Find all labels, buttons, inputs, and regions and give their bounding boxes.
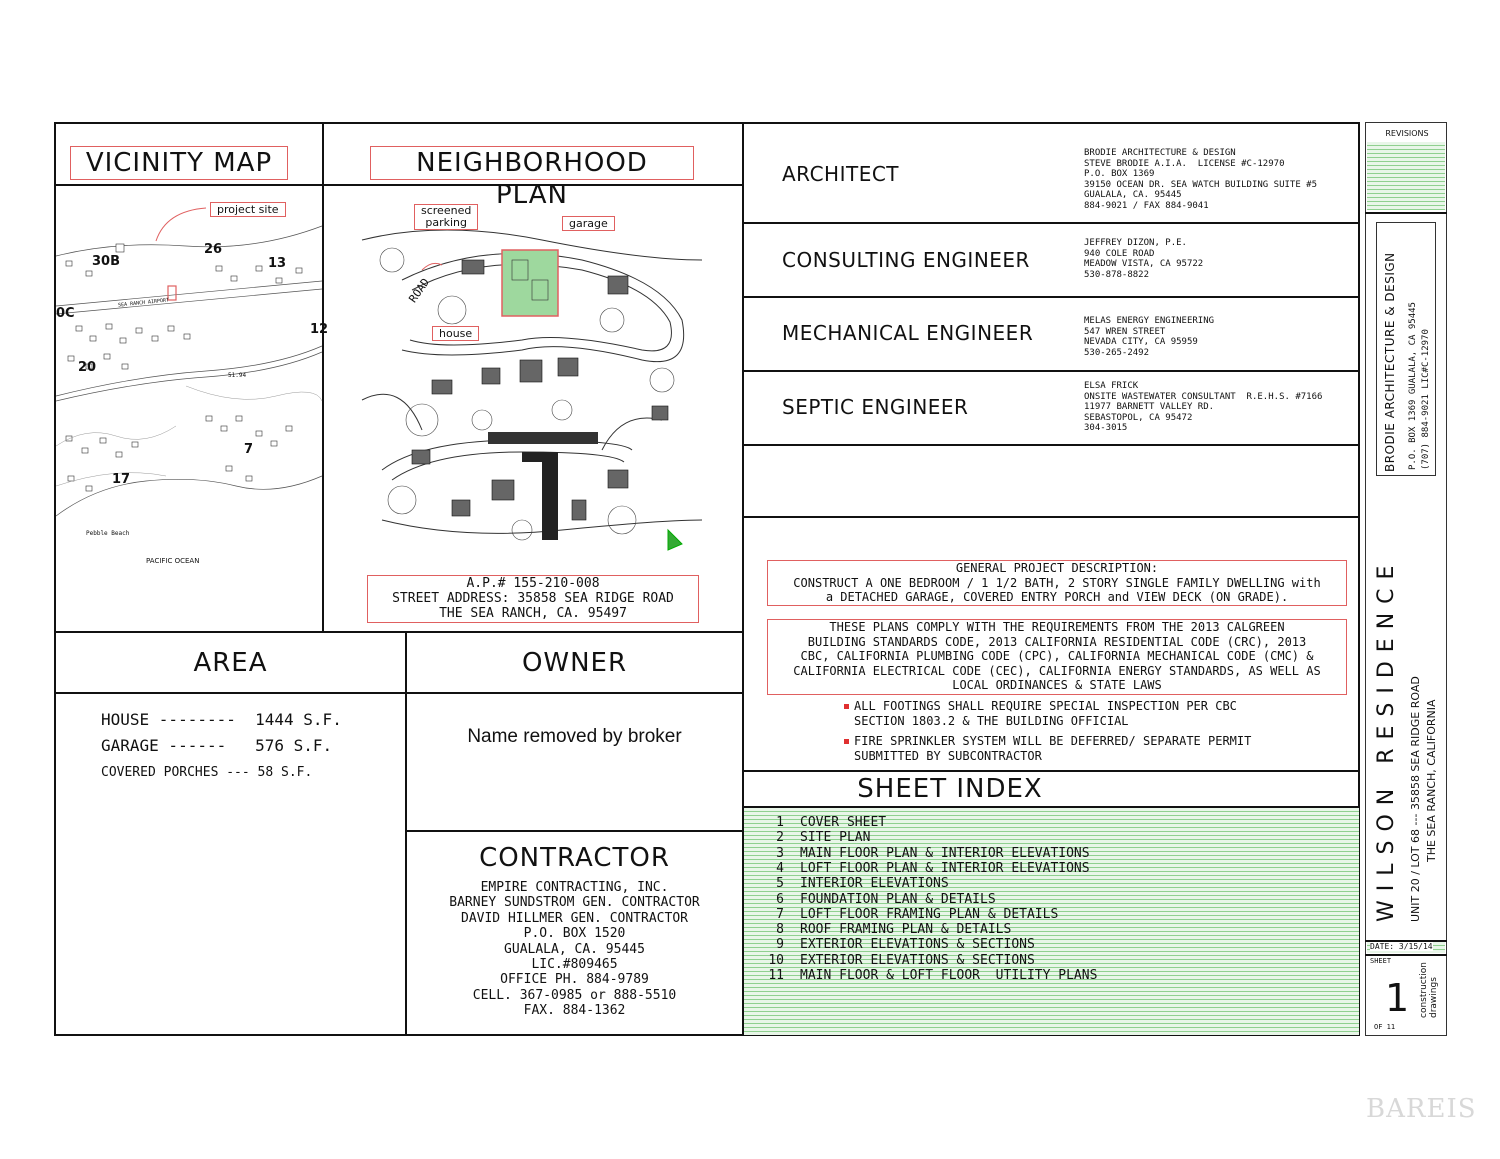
architect-info: BRODIE ARCHITECTURE & DESIGN STEVE BRODIE A.I.A. LICENSE #C-12970 P.O. BOX 1369 39150 OCEAN DR. SEA WATCH BUILDING SUITE #5 GUALALA, CA. 95445 884-9021 / FAX 884-9041 bbox=[1084, 148, 1317, 211]
area-label-12: 12 bbox=[310, 322, 329, 337]
divider bbox=[1365, 954, 1447, 956]
note-footings bbox=[844, 699, 1237, 728]
revisions-table bbox=[1367, 142, 1445, 210]
sheet-index-item: 2 SITE PLAN bbox=[776, 830, 871, 846]
project-address: UNIT 20 / LOT 68 --- 35858 SEA RIDGE ROAD bbox=[1409, 676, 1422, 922]
septic-engineer-info: ELSA FRICK ONSITE WASTEWATER CONSULTANT R.E.H.S. #7166 11977 BARNETT VALLEY RD. SEBASTOPOL, CA 95472 304-3015 bbox=[1084, 381, 1323, 433]
contractor-line: FAX. 884-1362 bbox=[523, 1003, 626, 1019]
contractor-line: BARNEY SUNDSTROM GEN. CONTRACTOR bbox=[449, 895, 700, 911]
septic-engineer-role: SEPTIC ENGINEER bbox=[782, 395, 969, 419]
sheet-label: SHEET bbox=[1370, 957, 1392, 965]
firm-contact: P.O. BOX 1369 GUALALA, CA 95445 bbox=[1408, 302, 1418, 470]
divider bbox=[742, 516, 1360, 518]
sheet-index-item: 4 LOFT FLOOR PLAN & INTERIOR ELEVATIONS bbox=[776, 860, 1090, 876]
city-line: THE SEA RANCH, CA. 95497 bbox=[439, 606, 627, 621]
sheet-index-item: 10 EXTERIOR ELEVATIONS & SECTIONS bbox=[768, 952, 1035, 968]
parcel-number: A.P.# 155-210-008 bbox=[466, 576, 600, 591]
mechanical-engineer-info: MELAS ENERGY ENGINEERING 547 WREN STREET NEVADA CITY, CA 95959 530-265-2492 bbox=[1084, 316, 1215, 358]
sheet-index-item: 1 COVER SHEET bbox=[776, 815, 887, 830]
code-compliance bbox=[767, 619, 1347, 695]
project-site-label: project site bbox=[210, 202, 286, 217]
bullet-icon bbox=[844, 739, 849, 744]
sheet-index-item: 3 MAIN FLOOR PLAN & INTERIOR ELEVATIONS bbox=[776, 845, 1090, 861]
area-label-26: 26 bbox=[204, 242, 223, 257]
consulting-engineer-info: JEFFREY DIZON, P.E. 940 COLE ROAD MEADOW VISTA, CA 95722 530-878-8822 bbox=[1084, 238, 1204, 280]
sheet-index-item: 7 LOFT FLOOR FRAMING PLAN & DETAILS bbox=[776, 906, 1059, 922]
neighborhood-plan-title: NEIGHBORHOOD PLAN bbox=[370, 146, 694, 180]
revisions-label: REVISIONS bbox=[1385, 129, 1429, 138]
divider bbox=[742, 770, 1360, 772]
sheet-index-item: 11 MAIN FLOOR & LOFT FLOOR UTILITY PLANS bbox=[768, 968, 1098, 983]
contractor-line: OFFICE PH. 884-9789 bbox=[500, 972, 649, 988]
note-line: SUBMITTED BY SUBCONTRACTOR bbox=[854, 748, 1042, 763]
contractor-line: EMPIRE CONTRACTING, INC. bbox=[480, 880, 669, 895]
area-porches: COVERED PORCHES --- 58 S.F. bbox=[101, 765, 313, 780]
garage-label: garage bbox=[562, 216, 615, 231]
screened-parking-label: screened parking bbox=[414, 204, 478, 230]
description-heading: GENERAL PROJECT DESCRIPTION: bbox=[955, 561, 1159, 575]
contractor-info bbox=[407, 880, 742, 1019]
sheet-number: 1 bbox=[1385, 976, 1410, 1020]
vicinity-map-title: VICINITY MAP bbox=[70, 146, 288, 180]
divider bbox=[322, 122, 324, 632]
compliance-line: CBC, CALIFORNIA PLUMBING CODE (CPC), CALIFORNIA MECHANICAL CODE (CMC) & bbox=[800, 649, 1314, 664]
road-label: ROAD bbox=[406, 275, 433, 306]
bullet-icon bbox=[844, 704, 849, 709]
vicinity-map bbox=[56, 186, 329, 631]
architect-role: ARCHITECT bbox=[782, 162, 900, 186]
neighborhood-plan-map bbox=[362, 200, 702, 572]
area-label-20: 20 bbox=[78, 360, 97, 375]
project-description bbox=[767, 560, 1347, 606]
area-label-30b: 30B bbox=[92, 254, 120, 269]
sheet-of: OF 11 bbox=[1374, 1023, 1396, 1031]
drawing-date: DATE: 3/15/14 bbox=[1370, 942, 1433, 951]
area-label-0c: 0C bbox=[56, 306, 75, 321]
neighborhood-plan-drawing bbox=[362, 200, 702, 572]
description-line: CONSTRUCT A ONE BEDROOM / 1 1/2 BATH, 2 STORY SINGLE FAMILY DWELLING with bbox=[793, 575, 1321, 590]
sheet-type: construction drawings bbox=[1419, 962, 1439, 1018]
sheet-index-item: 8 ROOF FRAMING PLAN & DETAILS bbox=[776, 922, 1012, 938]
note-line: ALL FOOTINGS SHALL REQUIRE SPECIAL INSPECTION PER CBC bbox=[854, 699, 1237, 713]
compliance-line: THESE PLANS COMPLY WITH THE REQUIREMENTS FROM THE 2013 CALGREEN bbox=[829, 620, 1285, 634]
sheet-index-item: 9 EXTERIOR ELEVATIONS & SECTIONS bbox=[776, 937, 1035, 953]
ocean-label: PACIFIC OCEAN bbox=[146, 557, 200, 565]
area-label-17: 17 bbox=[112, 472, 131, 487]
house-label: house bbox=[432, 326, 479, 341]
divider bbox=[405, 830, 744, 832]
beach-label: Pebble Beach bbox=[86, 530, 130, 537]
divider bbox=[742, 370, 1360, 372]
area-title: AREA bbox=[193, 648, 268, 678]
sheet-index-item: 5 INTERIOR ELEVATIONS bbox=[776, 876, 949, 892]
area-label-13: 13 bbox=[268, 256, 287, 271]
contractor-line: LIC.#809465 bbox=[531, 957, 618, 973]
divider bbox=[742, 296, 1360, 298]
area-house: HOUSE -------- 1444 S.F. bbox=[101, 710, 342, 729]
compliance-line: CALIFORNIA ELECTRICAL CODE (CEC), CALIFORNIA ENERGY STANDARDS, AS WELL AS bbox=[793, 663, 1321, 678]
parcel-address-box bbox=[367, 575, 699, 623]
note-sprinkler bbox=[844, 734, 1251, 763]
airport-label: SEA RANCH AIRPORT bbox=[117, 297, 170, 309]
watermark-logo: BAREIS bbox=[1366, 1094, 1477, 1124]
description-line: a DETACHED GARAGE, COVERED ENTRY PORCH and VIEW DECK (ON GRADE). bbox=[825, 590, 1289, 604]
consulting-engineer-role: CONSULTING ENGINEER bbox=[782, 248, 1030, 272]
project-name: WILSON RESIDENCE bbox=[1374, 556, 1399, 922]
divider bbox=[1365, 212, 1447, 214]
mechanical-engineer-role: MECHANICAL ENGINEER bbox=[782, 321, 1034, 345]
contractor-line: DAVID HILLMER GEN. CONTRACTOR bbox=[461, 910, 688, 926]
divider bbox=[742, 444, 1360, 446]
divider bbox=[742, 222, 1360, 224]
sheet-index-item: 6 FOUNDATION PLAN & DETAILS bbox=[776, 891, 996, 907]
divider bbox=[54, 631, 744, 633]
compliance-line: BUILDING STANDARDS CODE, 2013 CALIFORNIA RESIDENTIAL CODE (CRC), 2013 bbox=[807, 634, 1307, 649]
owner-title: OWNER bbox=[521, 648, 628, 678]
street-address: STREET ADDRESS: 35858 SEA RIDGE ROAD bbox=[392, 591, 674, 606]
divider bbox=[54, 692, 744, 694]
road-number: 51.94 bbox=[228, 372, 247, 379]
firm-license: (707) 884-9021 LIC#C-12970 bbox=[1421, 329, 1431, 470]
contractor-title: CONTRACTOR bbox=[479, 843, 670, 873]
firm-name: BRODIE ARCHITECTURE & DESIGN bbox=[1383, 252, 1397, 472]
area-label-7: 7 bbox=[244, 442, 254, 457]
owner-name: Name removed by broker bbox=[467, 726, 682, 747]
note-line: SECTION 1803.2 & THE BUILDING OFFICIAL bbox=[854, 713, 1129, 728]
contractor-line: CELL. 367-0985 or 888-5510 bbox=[472, 987, 677, 1003]
area-garage: GARAGE ------ 576 S.F. bbox=[101, 736, 333, 755]
contractor-line: P.O. BOX 1520 bbox=[523, 926, 626, 942]
contractor-line: GUALALA, CA. 95445 bbox=[504, 941, 645, 957]
sheet-index-title: SHEET INDEX bbox=[857, 774, 1043, 804]
project-city: THE SEA RANCH, CALIFORNIA bbox=[1425, 699, 1438, 862]
note-line: FIRE SPRINKLER SYSTEM WILL BE DEFERRED/ SEPARATE PERMIT bbox=[854, 734, 1252, 748]
compliance-line: LOCAL ORDINANCES & STATE LAWS bbox=[952, 678, 1162, 693]
